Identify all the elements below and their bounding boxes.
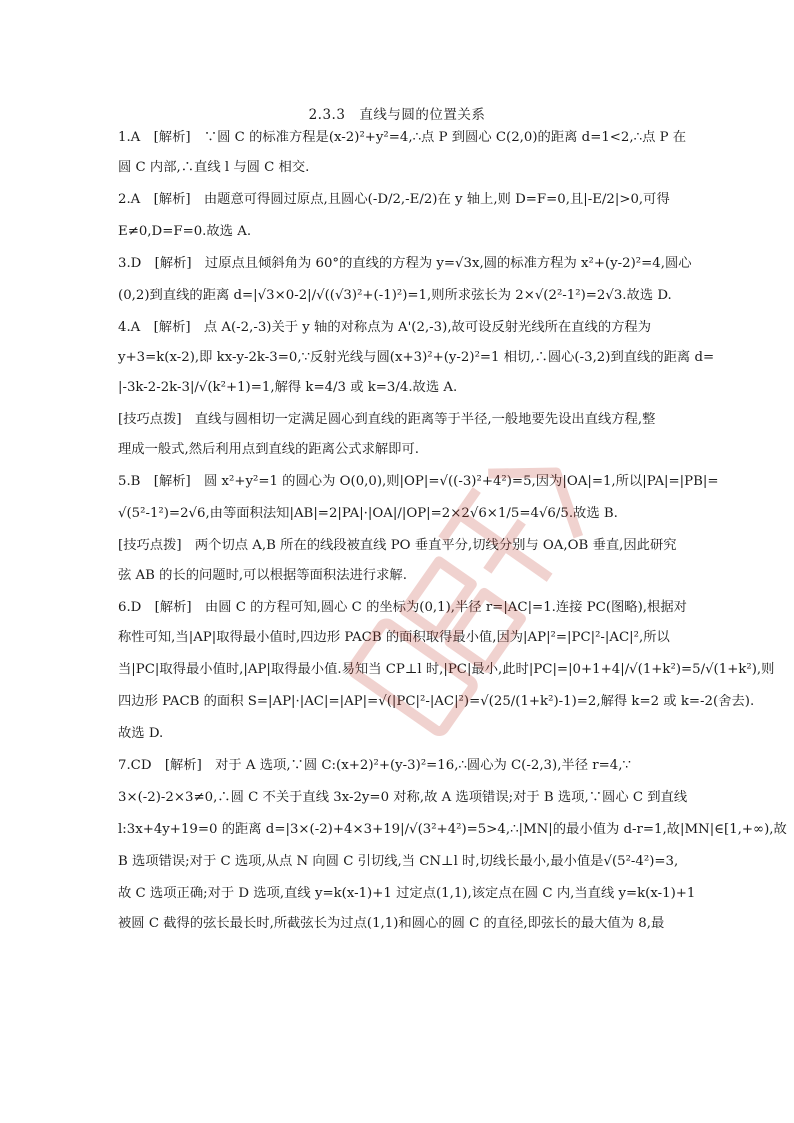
answer-6-line-1: 6.D [解析] 由圆 C 的方程可知,圆心 C 的坐标为(0,1),半径 r=|AC|=1.连接 PC(图略),根据对 <box>118 600 687 615</box>
answer-3-line-1: 3.D [解析] 过原点且倾斜角为 60°的直线的方程为 y=√3x,圆的标准方程为 x²+(y-2)²=4,圆心 <box>118 256 692 271</box>
answer-3-line-2: (0,2)到直线的距离 d=|√3×0-2|/√((√3)²+(-1)²)=1,则所求弦长为 2×√(2²-1²)=2√3.故选 D. <box>118 288 672 303</box>
answer-body <box>118 128 787 933</box>
answer-7-line-2: 3×(-2)-2×3≠0,∴圆 C 不关于直线 3x-2y=0 对称,故 A 选项错误;对于 B 选项,∵圆心 C 到直线 <box>118 790 688 805</box>
answer-6-line-5: 故选 D. <box>118 726 164 741</box>
answer-4-line-1: 4.A [解析] 点 A(-2,-3)关于 y 轴的对称点为 A'(2,-3),故可设反射光线所在直线的方程为 <box>118 320 652 335</box>
tip-1-line-1: [技巧点拨] 直线与圆相切一定满足圆心到直线的距离等于半径,一般地要先设出直线方程,整 <box>118 412 656 427</box>
answer-7-line-1: 7.CD [解析] 对于 A 选项,∵圆 C:(x+2)²+(y-3)²=16,∴圆心为 C(-2,3),半径 r=4,∵ <box>118 758 631 773</box>
answer-5-line-2: √(5²-1²)=2√6,由等面积法知|AB|=2|PA|·|OA|/|OP|=2×2√6×1/5=4√6/5.故选 B. <box>118 506 618 521</box>
answer-1-line-1: 1.A [解析] ∵圆 C 的标准方程是(x-2)²+y²=4,∴点 P 到圆心 C(2,0)的距离 d=1<2,∴点 P 在 <box>118 130 687 145</box>
answer-6-line-3: 当|PC|取得最小值时,|AP|取得最小值.易知当 CP⊥l 时,|PC|最小,此时|PC|=|0+1+4|/√(1+k²)=5/√(1+k²),则 <box>118 662 775 677</box>
answer-6-line-4: 四边形 PACB 的面积 S=|AP|·|AC|=|AP|=√(|PC|²-|AC|²)=√(25/(1+k²)-1)=2,解得 k=2 或 k=-2(舍去). <box>118 694 755 709</box>
answer-5-line-1: 5.B [解析] 圆 x²+y²=1 的圆心为 O(0,0),则|OP|=√((-3)²+4²)=5,因为|OA|=1,所以|PA|=|PB|= <box>118 474 719 489</box>
answer-4-line-3: |-3k-2-2k-3|/√(k²+1)=1,解得 k=4/3 或 k=3/4.故选 A. <box>118 380 458 395</box>
answer-2-line-1: 2.A [解析] 由题意可得圆过原点,且圆心(-D/2,-E/2)在 y 轴上,则 D=F=0,且|-E/2|>0,可得 <box>118 192 670 207</box>
answer-4-line-2: y+3=k(x-2),即 kx-y-2k-3=0,∵反射光线与圆(x+3)²+(y-2)²=1 相切,∴圆心(-3,2)到直线的距离 d= <box>118 350 715 365</box>
tip-1-line-2: 理成一般式,然后利用点到直线的距离公式求解即可. <box>118 442 419 457</box>
answer-6-line-2: 称性可知,当|AP|取得最小值时,四边形 PACB 的面积取得最小值,因为|AP|²=|PC|²-|AC|²,所以 <box>118 630 670 645</box>
section-title: 2.3.3 直线与圆的位置关系 <box>308 107 486 123</box>
answer-7-line-3: l:3x+4y+19=0 的距离 d=|3×(-2)+4×3+19|/√(3²+4²)=5>4,∴|MN|的最小值为 d-r=1,故|MN|∈[1,+∞),故 <box>118 822 787 837</box>
answer-7-line-6: 被圆 C 截得的弦长最长时,所截弦长为过点(1,1)和圆心的圆 C 的直径,即弦长的最大值为 8,最 <box>118 916 665 931</box>
answer-2-line-2: E≠0,D=F=0.故选 A. <box>118 224 252 239</box>
answer-7-line-5: 故 C 选项正确;对于 D 选项,直线 y=k(x-1)+1 过定点(1,1),该定点在圆 C 内,当直线 y=k(x-1)+1 <box>118 886 696 901</box>
answer-1-line-2: 圆 C 内部,∴直线 l 与圆 C 相交. <box>118 160 310 175</box>
tip-2-line-1: [技巧点拨] 两个切点 A,B 所在的线段被直线 PO 垂直平分,切线分别与 OA,OB 垂直,因此研究 <box>118 538 677 553</box>
tip-2-line-2: 弦 AB 的长的问题时,可以根据等面积法进行求解. <box>118 568 407 583</box>
answer-7-line-4: B 选项错误;对于 C 选项,从点 N 向圆 C 引切线,当 CN⊥l 时,切线长最小,最小值是√(5²-4²)=3, <box>118 854 679 869</box>
